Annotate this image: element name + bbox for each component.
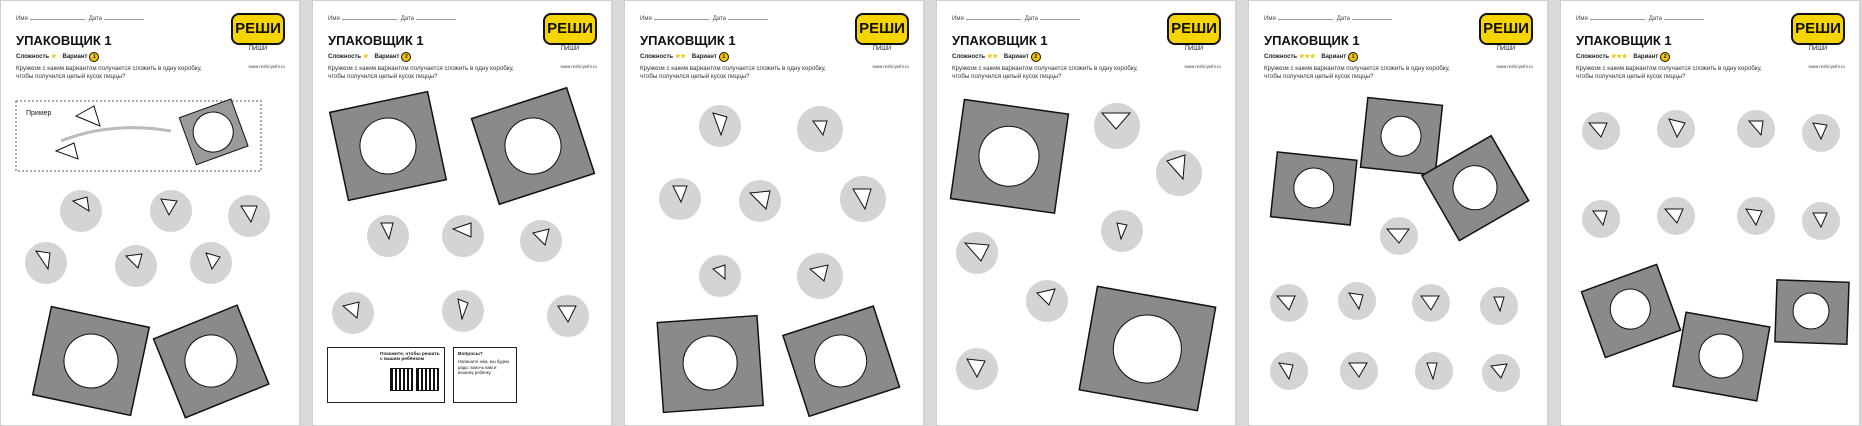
- page-title: УПАКОВЩИК 1: [16, 33, 112, 48]
- variant-badge: 1: [719, 52, 729, 62]
- variant-badge: 2: [401, 52, 411, 62]
- variant-badge: 1: [1348, 52, 1358, 62]
- name-label: Имя: [1576, 16, 1588, 22]
- puzzle-art: [625, 1, 924, 426]
- variant-badge: 2: [1660, 52, 1670, 62]
- slice-discs: [24, 189, 271, 288]
- slice-discs: [1269, 216, 1521, 393]
- site-url: www.reshi-pishi.ru: [1496, 64, 1533, 69]
- difficulty-label: Сложность: [16, 54, 50, 60]
- page-title: УПАКОВЩИК 1: [640, 33, 736, 48]
- variant-label: Вариант: [1633, 54, 1659, 60]
- variant-label: Вариант: [374, 54, 400, 60]
- logo-sub: ПИШИ: [872, 46, 892, 52]
- logo-text: РЕШИ: [1167, 13, 1221, 45]
- pizza-box-icon: [1271, 152, 1357, 225]
- pizza-box-icon: [1581, 264, 1680, 357]
- worksheet-page-4: [936, 0, 1236, 426]
- pizza-box-icon: [1361, 98, 1443, 175]
- qr-code-icon: [416, 368, 439, 391]
- pizza-box-icon: [1673, 312, 1770, 401]
- pizza-box-icon: [657, 316, 763, 413]
- pizza-box-icon: [472, 88, 595, 204]
- site-url: www.reshi-pishi.ru: [1808, 64, 1845, 69]
- variant-label: Вариант: [62, 54, 88, 60]
- date-label: Дата: [712, 16, 726, 22]
- worksheet-page-2: [312, 0, 612, 426]
- difficulty-label: Сложность: [1576, 54, 1610, 60]
- difficulty-label: Сложность: [1264, 54, 1298, 60]
- difficulty-label: Сложность: [328, 54, 362, 60]
- name-label: Имя: [16, 16, 28, 22]
- date-label: Дата: [1336, 16, 1350, 22]
- pizza-slice-icons: [1589, 119, 1827, 227]
- info-card-contact: [453, 347, 517, 403]
- date-label: Дата: [1024, 16, 1038, 22]
- page-title: УПАКОВЩИК 1: [328, 33, 424, 48]
- variant-label: Вариант: [1003, 54, 1029, 60]
- instruction-text: Кружком с каким вариантом получается сложить в одну коробку, чтобы получился целый кусок пиццы?: [1264, 65, 1450, 80]
- pizza-slice-icon: [56, 143, 78, 159]
- difficulty-label: Сложность: [952, 54, 986, 60]
- pizza-box-icon: [783, 306, 900, 416]
- logo-sub: ПИШИ: [1496, 46, 1516, 52]
- variant-badge: 1: [89, 52, 99, 62]
- instruction-text: Кружком с каким вариантом получается сложить в одну коробку, чтобы получился целый кусок пиццы?: [952, 65, 1138, 80]
- pizza-box-icon: [179, 99, 248, 165]
- card-title: Вопросы?: [458, 352, 483, 357]
- variant-label: Вариант: [1321, 54, 1347, 60]
- instruction-text: Кружком с каким вариантом получается сложить в одну коробку, чтобы получился целый кусок пиццы?: [16, 65, 202, 80]
- instruction-text: Кружком с каким вариантом получается сложить в одну коробку, чтобы получился целый кусок пиццы?: [1576, 65, 1762, 80]
- page-title: УПАКОВЩИК 1: [952, 33, 1048, 48]
- pizza-box-icon: [1775, 280, 1849, 344]
- logo-sub: ПИШИ: [1808, 46, 1828, 52]
- info-card-qr: [327, 347, 445, 403]
- date-label: Дата: [400, 16, 414, 22]
- slice-discs: [1581, 109, 1841, 241]
- arrow-icon: [61, 128, 171, 141]
- star-icon: ★★★: [1299, 54, 1316, 60]
- site-url: www.reshi-pishi.ru: [248, 64, 285, 69]
- worksheet-page-5: [1248, 0, 1548, 426]
- date-label: Дата: [88, 16, 102, 22]
- site-url: www.reshi-pishi.ru: [1184, 64, 1221, 69]
- name-label: Имя: [1264, 16, 1276, 22]
- logo-sub: ПИШИ: [560, 46, 580, 52]
- star-icon: ★: [51, 54, 57, 60]
- pizza-box-icon: [951, 100, 1069, 214]
- variant-label: Вариант: [691, 54, 717, 60]
- logo-text: РЕШИ: [1791, 13, 1845, 45]
- puzzle-art: [937, 1, 1236, 426]
- logo-sub: ПИШИ: [248, 46, 268, 52]
- star-icon: ★: [363, 54, 369, 60]
- logo-text: РЕШИ: [231, 13, 285, 45]
- star-icon: ★★: [987, 54, 998, 60]
- worksheet-page-1: [0, 0, 300, 426]
- page-title: УПАКОВЩИК 1: [1264, 33, 1360, 48]
- worksheet-page-6: [1560, 0, 1860, 426]
- site-url: www.reshi-pishi.ru: [872, 64, 909, 69]
- variant-badge: 2: [1031, 52, 1041, 62]
- difficulty-label: Сложность: [640, 54, 674, 60]
- pizza-box-icon: [33, 307, 150, 416]
- puzzle-art: [1561, 1, 1860, 426]
- puzzle-art: [1249, 1, 1548, 426]
- worksheet-page-3: [624, 0, 924, 426]
- card-text: Напишите нам, мы будем рады помочь вам и вашему ребёнку: [458, 359, 510, 376]
- logo-text: РЕШИ: [855, 13, 909, 45]
- name-label: Имя: [952, 16, 964, 22]
- pizza-slice-icon: [76, 106, 100, 126]
- pizza-box-icon: [154, 305, 269, 418]
- logo-text: РЕШИ: [543, 13, 597, 45]
- logo-text: РЕШИ: [1479, 13, 1533, 45]
- pizza-box-icon: [330, 92, 447, 201]
- qr-code-icon: [390, 368, 413, 391]
- star-icon: ★★★: [1611, 54, 1628, 60]
- puzzle-art: [1, 1, 300, 426]
- site-url: www.reshi-pishi.ru: [560, 64, 597, 69]
- slice-discs: [658, 104, 887, 300]
- instruction-text: Кружком с каким вариантом получается сложить в одну коробку, чтобы получился целый кусок пиццы?: [328, 65, 514, 80]
- name-label: Имя: [328, 16, 340, 22]
- date-label: Дата: [1648, 16, 1662, 22]
- example-label: Пример: [26, 110, 52, 117]
- instruction-text: Кружком с каким вариантом получается сложить в одну коробку, чтобы получился целый кусок пиццы?: [640, 65, 826, 80]
- card-title: Покажите, чтобы решить с вашим ребёнком: [380, 352, 440, 363]
- name-label: Имя: [640, 16, 652, 22]
- star-icon: ★★: [675, 54, 686, 60]
- logo-sub: ПИШИ: [1184, 46, 1204, 52]
- pizza-box-icon: [1079, 286, 1215, 410]
- page-title: УПАКОВЩИК 1: [1576, 33, 1672, 48]
